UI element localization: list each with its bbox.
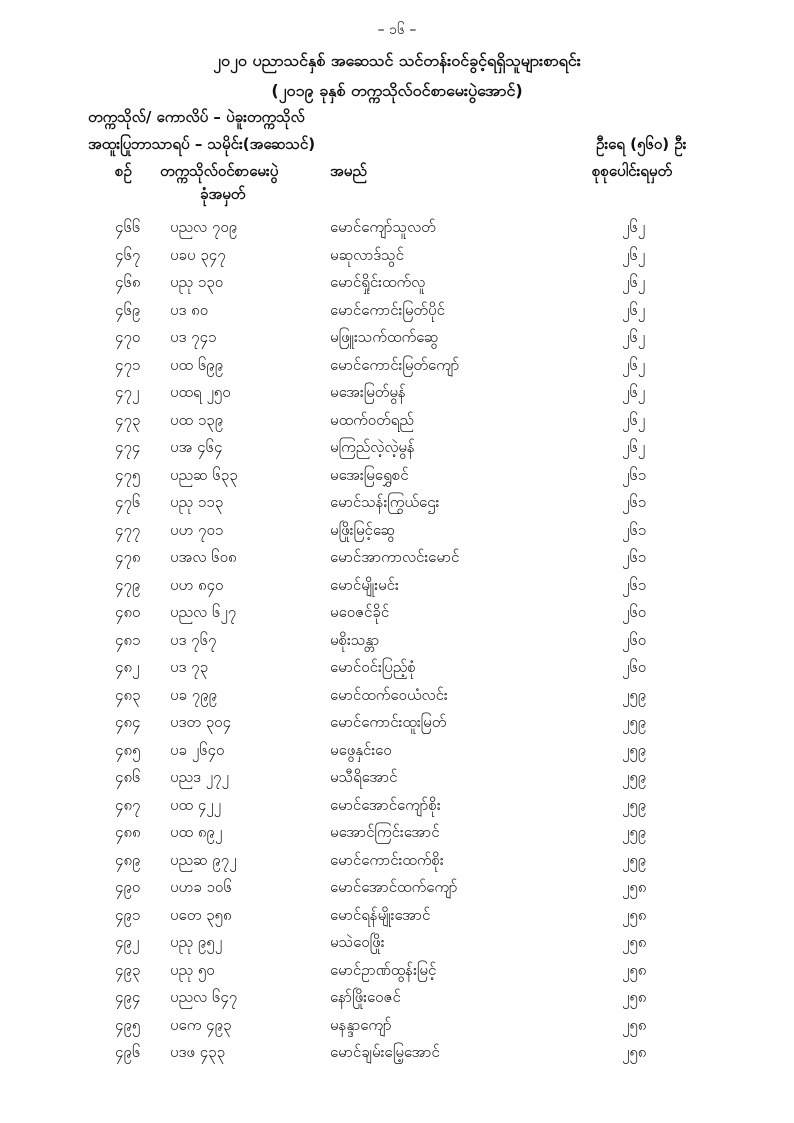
- table-row: [0, 436, 794, 464]
- row-name: မောင်ဥာဏ်ထွန်းမြင့်: [330, 960, 437, 979]
- header-roll: တက္ကသိုလ်ဝင်စာမေးပွဲ: [160, 162, 279, 180]
- table-row: [0, 1041, 794, 1069]
- row-roll: ပအလ ၆၀၈: [170, 548, 237, 566]
- table-row: [0, 931, 794, 959]
- row-roll: ပဟ ၇၀၁: [170, 520, 224, 539]
- row-name: မအောင်ကြင်းအောင်: [330, 823, 440, 841]
- row-no: ၄၇၉: [115, 575, 141, 594]
- row-marks: ၂၅၉: [622, 795, 647, 814]
- row-no: ၄၈၈: [115, 823, 141, 841]
- row-marks: ၂၆၂: [622, 410, 646, 429]
- row-roll: ပထ ၈၉၂: [170, 823, 223, 841]
- row-name: မောင်ကောင်းထက်စိုး: [330, 850, 444, 869]
- student-table: [0, 216, 794, 1069]
- row-marks: ၂၆၂: [622, 328, 646, 346]
- page-number: – ၁၆ –: [377, 22, 417, 38]
- row-name: မအေးမြရွှေစင်: [330, 465, 409, 484]
- row-marks: ၂၅၉: [622, 740, 647, 759]
- table-row: [0, 381, 794, 409]
- row-marks: ၂၅၉: [622, 850, 647, 869]
- row-no: ၄၈၅: [115, 740, 141, 759]
- table-row: [0, 409, 794, 437]
- row-roll: ပတေ ၃၅၈: [170, 905, 232, 924]
- row-marks: ၂၆၂: [622, 273, 646, 291]
- row-roll: ပထ ၄၂၂: [170, 795, 221, 814]
- table-row: [0, 546, 794, 574]
- row-no: ၄၈၂: [115, 658, 140, 676]
- row-name: မောင်မျိုးမင်း: [330, 575, 399, 594]
- row-no: ၄၆၉: [115, 300, 141, 319]
- row-name: မောင်ကောင်းမြတ်ကျော်: [330, 355, 460, 374]
- row-marks: ၂၆၂: [622, 245, 646, 264]
- row-roll: ပညု ၁၁၃: [170, 493, 224, 511]
- row-marks: ၂၆၁: [622, 520, 647, 539]
- row-name: မစိုးသန္တာ: [330, 630, 380, 649]
- row-name: မောင်အောင်ကျော်စိုး: [330, 795, 441, 814]
- row-roll: ပညဒ ၂၇၂: [170, 768, 229, 786]
- row-marks: ၂၅၈: [622, 960, 647, 979]
- table-row: [0, 959, 794, 987]
- row-no: ၄၉၃: [115, 960, 141, 979]
- row-roll: ပညဆ ၆၃၃: [170, 465, 238, 484]
- row-marks: ၂၅၉: [622, 685, 647, 704]
- table-row: [0, 354, 794, 382]
- row-roll: ပဟ ၈၄၀: [170, 575, 224, 594]
- header-roll-line2: ခုံအမှတ်: [200, 185, 246, 203]
- row-name: မောင်ကောင်းမြတ်ပိုင်: [330, 300, 445, 319]
- row-no: ၄၇၃: [115, 410, 141, 429]
- row-roll: ပဒဖ ၄၃၃: [170, 1043, 226, 1061]
- row-roll: ပဒတ ၃၀၄: [170, 713, 232, 731]
- document-title: ၂၀၂၀ ပညာသင်နှစ် အဆေသင် သင်တန်းဝင်ခွင့်ရရှိသူများစာရင်း: [213, 51, 581, 70]
- row-roll: ပဒ ၇၄၁: [170, 328, 217, 346]
- row-marks: ၂၆၀: [622, 658, 647, 676]
- row-no: ၄၈၃: [115, 685, 141, 704]
- table-row: [0, 271, 794, 299]
- row-name: မသီရိအောင်: [330, 768, 398, 786]
- table-row: [0, 244, 794, 272]
- table-row: [0, 299, 794, 327]
- row-marks: ၂၅၉: [622, 823, 647, 841]
- row-name: မသဲဝေဖြိုး: [330, 933, 385, 951]
- table-row: [0, 684, 794, 712]
- row-no: ၄၇၂: [115, 383, 140, 401]
- row-marks: ၂၆၁: [622, 493, 647, 511]
- row-no: ၄၈၁: [115, 630, 141, 649]
- table-row: [0, 849, 794, 877]
- row-no: ၄၉၂: [115, 933, 140, 951]
- row-roll: ပထ ၆၉၉: [170, 355, 224, 374]
- row-roll: ပညလ ၇၀၉: [170, 218, 238, 236]
- row-roll: ပညု ၁၃၀: [170, 273, 224, 291]
- row-no: ၄၈၇: [115, 795, 141, 814]
- row-roll: ပညု ၅၀: [170, 960, 215, 979]
- row-name: မောင်အောင်ထက်ကျော်: [330, 878, 458, 896]
- row-marks: ၂၆၀: [622, 603, 647, 621]
- row-name: မနန္ဒာကျော်: [330, 1015, 392, 1034]
- table-row: [0, 904, 794, 932]
- row-marks: ၂၅၈: [622, 988, 647, 1006]
- table-row: [0, 766, 794, 794]
- row-no: ၄၇၀: [115, 328, 141, 346]
- row-roll: ပဒ ၇၆၇: [170, 630, 217, 649]
- row-marks: ၂၆၂: [622, 438, 646, 456]
- table-row: [0, 491, 794, 519]
- row-marks: ၂၆၂: [622, 355, 646, 374]
- row-name: မောင်ရန်မျိုးအောင်: [330, 905, 431, 924]
- row-roll: ပခပ ၃၄၇: [170, 245, 226, 264]
- row-name: မောင်အာကာလင်းမောင်: [330, 548, 460, 566]
- row-marks: ၂၆၂: [622, 383, 646, 401]
- row-marks: ၂၅၈: [622, 878, 647, 896]
- row-no: ၄၆၈: [115, 273, 141, 291]
- row-no: ၄၇၆: [115, 493, 141, 511]
- table-row: [0, 739, 794, 767]
- row-marks: ၂၆၁: [622, 575, 647, 594]
- table-row: [0, 574, 794, 602]
- row-marks: ၂၅၈: [622, 1043, 647, 1061]
- table-row: [0, 656, 794, 684]
- row-roll: ပဒ ၈၀: [170, 300, 209, 319]
- row-marks: ၂၅၈: [622, 933, 647, 951]
- row-marks: ၂၅၈: [622, 905, 647, 924]
- row-roll: ပခ ၂၆၄၀: [170, 740, 225, 759]
- row-name: မဖြူးသက်ထက်ဆွေ: [330, 328, 439, 346]
- row-name: မဖြိုးမြင့်ဆွေ: [330, 520, 395, 539]
- row-name: မကြည်လဲ့လဲ့မွန်: [330, 438, 415, 456]
- row-marks: ၂၆၂: [622, 300, 646, 319]
- row-roll: ပညလ ၆၂၇: [170, 603, 237, 621]
- row-no: ၄၇၁: [115, 355, 141, 374]
- table-row: [0, 876, 794, 904]
- row-name: မောင်ကျော်သူလတ်: [330, 218, 436, 236]
- table-row: [0, 601, 794, 629]
- department-line: တက္ကသိုလ်/ ကောလိပ် – ပဲခူးတက္ကသိုလ်: [88, 108, 305, 126]
- table-row: [0, 986, 794, 1014]
- row-name: မောင်ထက်ဝေယံလင်း: [330, 685, 448, 704]
- table-row: [0, 711, 794, 739]
- student-count: ဦးရေ (၅၆၀) ဦး: [596, 135, 687, 153]
- row-no: ၄၉၄: [115, 988, 141, 1006]
- major-line: အထူးပြုဘာသာရပ် – သမိုင်း(အဆေသင်): [88, 135, 316, 153]
- table-row: [0, 464, 794, 492]
- row-roll: ပညု ၉၅၂: [170, 933, 223, 951]
- table-row: [0, 216, 794, 244]
- row-marks: ၂၆၁: [622, 465, 647, 484]
- row-roll: ပထ ၁၃၉: [170, 410, 224, 429]
- row-roll: ပညလ ၆၄၇: [170, 988, 238, 1006]
- header-no: စဉ်: [115, 162, 132, 180]
- row-name: မောင်ချမ်းမြေ့အောင်: [330, 1043, 440, 1061]
- row-name: မအေးမြတ်မွန်: [330, 383, 406, 401]
- row-roll: ပဟခ ၁၀၆: [170, 878, 232, 896]
- row-no: ၄၉၁: [115, 905, 141, 924]
- row-name: မဖွေနှင်းဝေ: [330, 740, 392, 759]
- row-no: ၄၇၅: [115, 465, 141, 484]
- table-row: [0, 519, 794, 547]
- table-row: [0, 821, 794, 849]
- row-no: ၄၆၆: [115, 218, 141, 236]
- row-name: မောင်ဝင်းပြည့်စုံ: [330, 658, 416, 676]
- row-roll: ပဒ ၇၃: [170, 658, 209, 676]
- row-roll: ပအ ၄၆၄: [170, 438, 223, 456]
- row-roll: ပကေ ၄၉၃: [170, 1015, 232, 1034]
- row-name: မောင်ကောင်းထူးမြတ်: [330, 713, 447, 731]
- header-name: အမည်: [330, 162, 367, 180]
- row-roll: ပခ ၇၉၉: [170, 685, 218, 704]
- row-name: မောင်ရှိုင်းထက်လူ: [330, 273, 426, 291]
- row-no: ၄၉၆: [115, 1043, 141, 1061]
- row-marks: ၂၅၉: [622, 713, 647, 731]
- row-roll: ပညဆ ၉၇၂: [170, 850, 237, 869]
- row-no: ၄၇၄: [115, 438, 141, 456]
- row-no: ၄၈၉: [115, 850, 141, 869]
- row-marks: ၂၆၀: [622, 630, 647, 649]
- table-row: [0, 1014, 794, 1042]
- row-no: ၄၉၀: [115, 878, 141, 896]
- row-no: ၄၈၄: [115, 713, 141, 731]
- row-name: မဆုလာဒ်သွင်: [330, 245, 404, 264]
- row-no: ၄၇၇: [115, 520, 141, 539]
- row-marks: ၂၆၁: [622, 548, 647, 566]
- row-name: မောင်သန်းကြွယ်ဌေး: [330, 493, 440, 511]
- row-marks: ၂၅၉: [622, 768, 647, 786]
- table-row: [0, 326, 794, 354]
- row-no: ၄၇၈: [115, 548, 141, 566]
- row-no: ၄၉၅: [115, 1015, 141, 1034]
- row-no: ၄၆၇: [115, 245, 141, 264]
- row-marks: ၂၆၂: [622, 218, 646, 236]
- table-row: [0, 629, 794, 657]
- table-row: [0, 794, 794, 822]
- row-no: ၄၈၀: [115, 603, 141, 621]
- row-marks: ၂၅၈: [622, 1015, 647, 1034]
- header-marks: စုစုပေါင်းရမှတ်: [592, 162, 673, 180]
- row-name: မထက်ဝတ်ရည်: [330, 410, 414, 429]
- document-subtitle: (၂၀၁၉ ခုနှစ် တက္ကသိုလ်ဝင်စာမေးပွဲအောင်): [271, 81, 523, 100]
- row-roll: ပထရ ၂၅၀: [170, 383, 231, 401]
- row-name: နော်ဖြိုးဝေဇင်: [330, 988, 401, 1006]
- row-name: မဝေဇင်ခိုင်: [330, 603, 390, 621]
- row-no: ၄၈၆: [115, 768, 141, 786]
